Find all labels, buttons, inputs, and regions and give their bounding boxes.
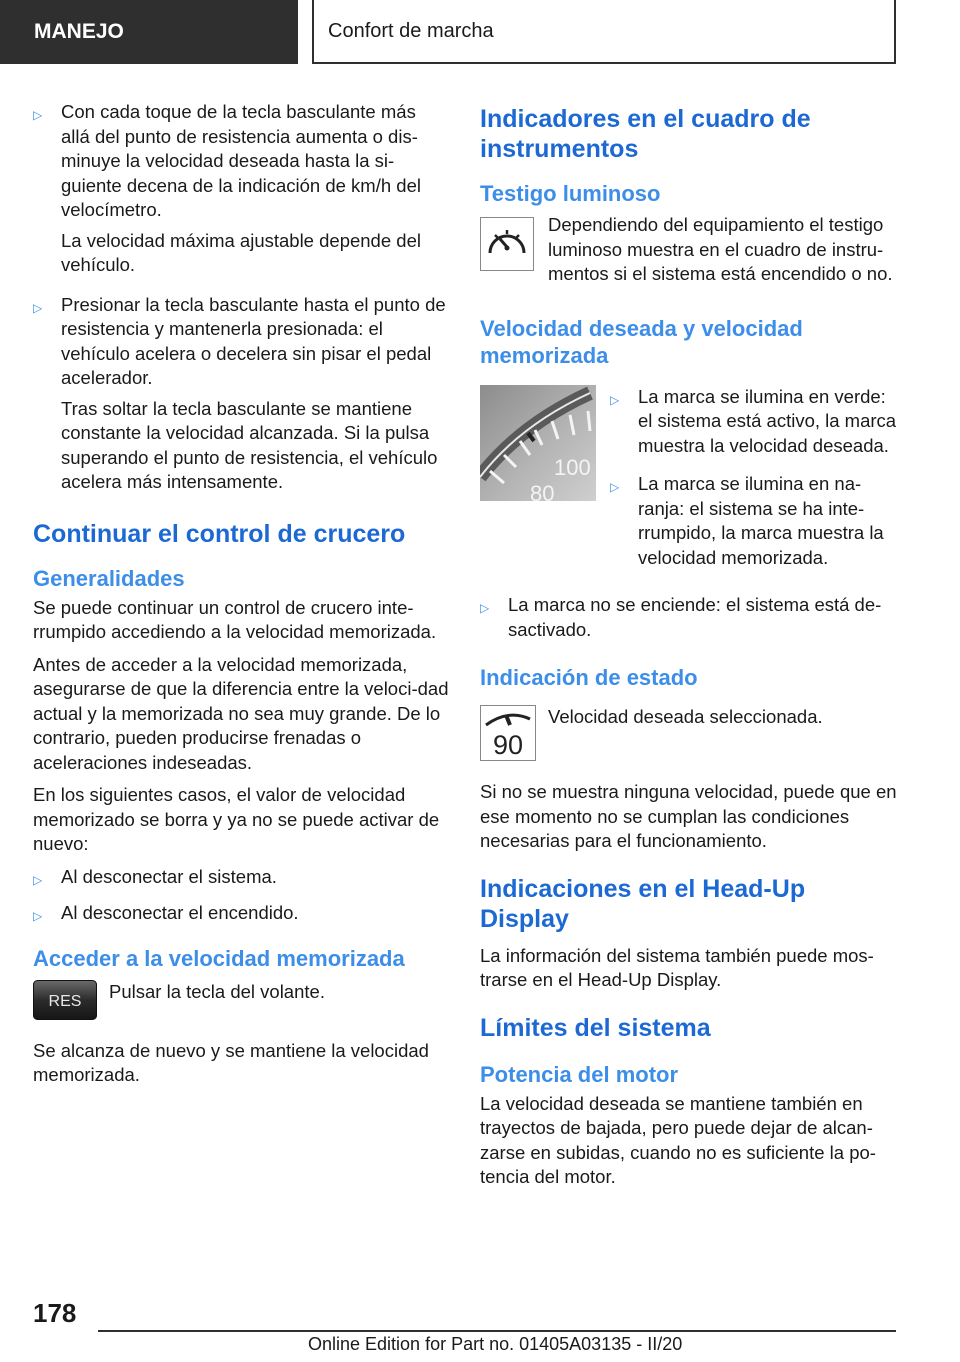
status-value: 90	[492, 730, 524, 760]
heading-general: Generalidades	[33, 565, 185, 591]
bullet-text: La marca se ilumina en verde: el sistema está activo, la marca muestra la velocidad deseada.	[638, 385, 897, 456]
paragraph: La información del sistema también puede mos-trarse en el Head-Up Display.	[480, 944, 874, 990]
triangle-bullet-icon: ▷	[33, 300, 43, 315]
triangle-bullet-icon: ▷	[480, 601, 490, 615]
paragraph: Dependiendo del equipamiento el testigo luminoso muestra en el cuadro de instru-mentos si el sistema está encendido o no.	[548, 214, 893, 284]
res-label: RES	[48, 992, 82, 1010]
lamp-block	[480, 213, 900, 295]
heading-hud: Indicaciones en el Head-Up Display	[480, 874, 806, 933]
heading-lamp: Testigo luminoso	[480, 181, 661, 206]
paragraph: En los siguientes casos, el valor de velocidad memorizado se borra y ya no se puede activar de nuevo:	[33, 784, 440, 854]
bullet-text: Tras soltar la tecla basculante se mantiene constante la velocidad alcanzada. Si la pulsa superando el punto de resistencia, el vehículo acelera más intensamente.	[61, 397, 438, 492]
heading-access: Acceder a la velocidad memorizada	[33, 945, 405, 971]
bullet-text: La marca se ilumina en na-ranja: el sistema se ha inte-rrumpido, la marca muestra la velocidad memorizada.	[638, 473, 884, 568]
list-item	[33, 293, 449, 501]
header-chapter: Confort de marcha	[312, 0, 896, 64]
heading-status: Indicación de estado	[480, 665, 698, 690]
gauge-label-100: 100	[554, 454, 591, 480]
page-number: 178	[33, 1298, 77, 1328]
footer-divider	[98, 1330, 896, 1332]
status-text: Velocidad deseada seleccionada.	[548, 706, 823, 727]
bullet-text: Presionar la tecla basculante hasta el punto de resistencia y mantenerla presionada: el vehículo acelera o decelera sin pisar el pedal acelerador.	[61, 293, 446, 388]
heading-limits: Límites del sistema	[480, 1013, 711, 1042]
heading-engine: Potencia del motor	[480, 1061, 679, 1087]
paragraph: Antes de acceder a la velocidad memorizada, asegurarse de que la diferencia entre la veloci-dad actual y la memorizada no sea muy grande. De lo contrario, pueden producirse frenadas o aceleraciones indeseadas.	[33, 653, 449, 773]
list-item	[33, 901, 449, 929]
list-item	[610, 385, 900, 459]
res-button-icon	[33, 980, 97, 1025]
triangle-bullet-icon: ▷	[33, 909, 43, 923]
heading-continue: Continuar el control de crucero	[33, 519, 406, 548]
triangle-bullet-icon: ▷	[610, 392, 620, 407]
footer-edition: Online Edition for Part no. 01405A03135 - II/20	[308, 1334, 683, 1354]
left-column	[33, 100, 449, 1096]
heading-speed: Velocidad deseada y velocidad memorizada	[480, 315, 803, 368]
bullet-text: La marca no se enciende: el sistema está de-sactivado.	[508, 594, 882, 640]
speed-block	[480, 385, 900, 580]
res-text: Pulsar la tecla del volante.	[109, 980, 325, 1002]
list-item	[33, 865, 449, 893]
heading-indicators: Indicadores en el cuadro de instrumentos	[480, 105, 811, 163]
paragraph: Se alcanza de nuevo y se mantiene la velocidad memorizada.	[33, 1039, 429, 1085]
bullet-text: Al desconectar el sistema.	[61, 865, 277, 887]
res-row	[33, 980, 449, 1025]
triangle-bullet-icon: ▷	[33, 872, 43, 887]
speedometer-gauge-image	[480, 385, 596, 580]
cruise-control-icon	[480, 217, 534, 276]
triangle-bullet-icon: ▷	[610, 480, 620, 494]
header-section: MANEJO	[0, 0, 298, 64]
paragraph: Se puede continuar un control de crucero inte-rrumpido accediendo a la velocidad memorizada.	[33, 596, 437, 642]
list-item	[610, 472, 900, 570]
right-column	[480, 100, 900, 1198]
paragraph: La velocidad deseada se mantiene también en trayectos de bajada, pero puede dejar de alcan-zarse en subidas, cuando no es suficiente la po-tencia del motor.	[480, 1092, 876, 1187]
status-row	[480, 705, 900, 766]
triangle-bullet-icon: ▷	[33, 108, 43, 122]
bullet-text: Al desconectar el encendido.	[61, 902, 299, 923]
bullet-text: La velocidad máxima ajustable depende del vehículo.	[61, 229, 421, 275]
list-item	[33, 100, 449, 284]
gauge-label-80: 80	[530, 480, 555, 501]
paragraph: Si no se muestra ninguna velocidad, puede que en ese momento no se cumplan las condiciones necesarias para el funcionamiento.	[480, 781, 897, 851]
status-speed-icon	[480, 705, 536, 766]
list-item	[480, 593, 900, 642]
bullet-text: Con cada toque de la tecla basculante más allá del punto de resistencia aumenta o dis-minuye la velocidad deseada hasta la si-guiente decena de la indicación de km/h del velocímetro.	[61, 101, 421, 220]
